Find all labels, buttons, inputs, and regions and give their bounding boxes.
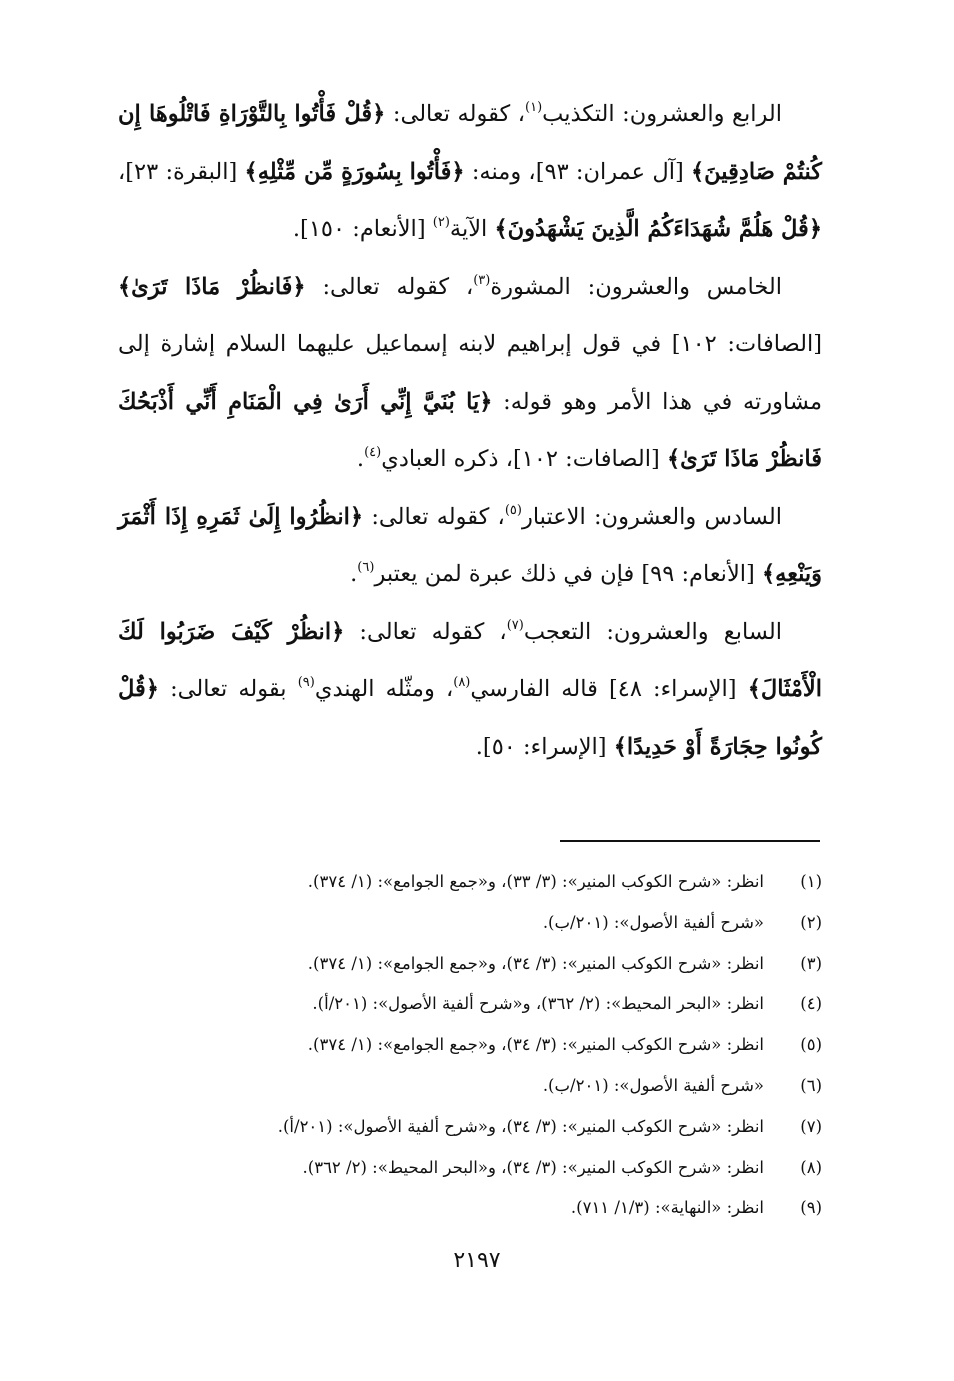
footnote-number: (٨) bbox=[800, 1157, 822, 1177]
footnote-ref: (٦) bbox=[357, 560, 375, 575]
footnote-text: «شرح ألفية الأصول»: (٢٠١/ب). bbox=[542, 1075, 764, 1095]
quran-quote: ﴿فَأْتُوا بِسُورَةٍ مِّن مِّثْلِهِ﴾ bbox=[244, 158, 465, 185]
text-run: [الأنعام: ١٥٠]. bbox=[292, 216, 433, 242]
footnote-ref: (٢) bbox=[432, 215, 450, 230]
text-run: الرابع والعشرون: التكذيب bbox=[542, 101, 782, 127]
quran-quote: ﴿يَا بُنَيَّ إِنِّي أَرَىٰ فِي الْمَنَامِ أَنِّي أَذْبَحُكَ فَانظُرْ مَاذَا تَرَىٰ﴾ bbox=[118, 388, 822, 472]
footnote-number: (٧) bbox=[800, 1116, 822, 1136]
footnote-text: انظر: «شرح الكوكب المنير»: (٣/ ٣٤)، و«جمع الجوامع»: (١/ ٣٧٤). bbox=[307, 1035, 764, 1055]
footnote-4 bbox=[150, 984, 822, 1025]
footnote-8 bbox=[150, 1148, 822, 1189]
paragraph-24 bbox=[118, 86, 822, 259]
footnote-text: انظر: «شرح الكوكب المنير»: (٣/ ٣٤)، و«جمع الجوامع»: (١/ ٣٧٤). bbox=[307, 953, 764, 973]
page-number: ٢١٩٧ bbox=[453, 1248, 501, 1273]
footnote-number: (٩) bbox=[800, 1198, 822, 1218]
text-run: السادس والعشرون: الاعتبار bbox=[521, 503, 783, 530]
text-run: السابع والعشرون: التعجب bbox=[523, 618, 782, 645]
footnote-number: (١) bbox=[800, 872, 822, 891]
text-run: [الصافات: ١٠٢] في قول إبراهيم لابنه إسماعيل عليهما السلام إشارة إلى مشاورته في هذا الأمر وهو قوله: bbox=[118, 331, 823, 415]
quran-quote: ﴿قُلْ فَأْتُوا بِالتَّوْرَاةِ فَاتْلُوهَا إِن كُنتُمْ صَادِقِينَ﴾ bbox=[118, 101, 822, 185]
footnote-text: انظر: «البحر المحيط»: (٢/ ٣٦٢)، و«شرح ألفية الأصول»: (٢٠١/أ). bbox=[312, 994, 764, 1014]
footnote-ref: (١) bbox=[525, 100, 543, 115]
footnote-separator bbox=[560, 840, 820, 842]
text-run: ، ومثّله الهندي bbox=[314, 676, 454, 702]
footnote-ref: (٨) bbox=[453, 675, 471, 690]
quran-quote: ﴿انظُرْ كَيْفَ ضَرَبُوا لَكَ الْأَمْثَالَ﴾ bbox=[118, 618, 822, 702]
footnote-9 bbox=[150, 1188, 822, 1229]
text-run: [البقرة: ٢٣]، bbox=[118, 158, 245, 185]
paragraph-26 bbox=[118, 489, 822, 604]
text-run: . bbox=[350, 561, 358, 587]
text-run: [الصافات: ١٠٢]، ذكره العبادي bbox=[381, 446, 667, 472]
paragraph-27 bbox=[118, 604, 822, 777]
footnote-text: انظر: «شرح الكوكب المنير»: (٣/ ٣٤)، و«شرح ألفية الأصول»: (٢٠١/أ). bbox=[277, 1116, 764, 1136]
text-run: [الإسراء: ٥٠]. bbox=[475, 733, 614, 760]
footnote-6 bbox=[150, 1066, 822, 1107]
footnotes bbox=[150, 862, 822, 1229]
footnote-1 bbox=[150, 862, 822, 903]
footnote-text: انظر: «النهاية»: (١/٣/ ٧١١). bbox=[570, 1198, 764, 1218]
main-text bbox=[118, 86, 822, 776]
footnote-number: (٥) bbox=[800, 1035, 822, 1055]
text-run: ، كقوله تعالى: bbox=[363, 503, 505, 530]
footnote-7 bbox=[150, 1107, 822, 1148]
footnote-ref: (٩) bbox=[297, 675, 315, 690]
footnote-number: (٣) bbox=[800, 953, 822, 973]
footnote-3 bbox=[150, 944, 822, 985]
text-run: الآية bbox=[449, 216, 495, 242]
text-run: . bbox=[356, 446, 365, 472]
quran-quote: ﴿فَانظُرْ مَاذَا تَرَىٰ﴾ bbox=[118, 273, 306, 300]
footnote-5 bbox=[150, 1025, 822, 1066]
footnote-number: (٤) bbox=[800, 994, 822, 1014]
text-run: ، كقوله تعالى: bbox=[385, 101, 525, 127]
text-run: [الإسراء: ٤٨] قاله الفارسي bbox=[470, 676, 748, 702]
footnote-ref: (٣) bbox=[473, 272, 491, 288]
footnote-number: (٦) bbox=[800, 1075, 822, 1095]
footnote-text: انظر: «شرح الكوكب المنير»: (٣/ ٣٤)، و«البحر المحيط»: (٢/ ٣٦٢). bbox=[302, 1157, 764, 1177]
footnote-ref: (٤) bbox=[364, 445, 382, 460]
footnote-2 bbox=[150, 903, 822, 944]
text-run: بقوله تعالى: bbox=[158, 676, 298, 702]
paragraph-25 bbox=[118, 259, 822, 489]
footnote-ref: (٧) bbox=[506, 617, 524, 633]
text-run: ، كقوله تعالى: bbox=[344, 618, 507, 645]
text-run: ، كقوله تعالى: bbox=[305, 273, 474, 300]
footnote-text: «شرح ألفية الأصول»: (٢٠١/ب). bbox=[542, 912, 764, 932]
text-run: [الأنعام: ٩٩] فإن في ذلك عبرة لمن يعتبر bbox=[374, 561, 762, 587]
footnote-number: (٢) bbox=[800, 912, 822, 932]
footnote-text: انظر: «شرح الكوكب المنير»: (٣/ ٣٣)، و«جمع الجوامع»: (١/ ٣٧٤). bbox=[307, 872, 764, 891]
quran-quote: ﴿قُلْ كُونُوا حِجَارَةً أَوْ حَدِيدًا﴾ bbox=[118, 676, 822, 760]
text-run: [آل عمران: ٩٣]، ومنه: bbox=[464, 158, 691, 185]
quran-quote: ﴿انظُرُوا إِلَىٰ ثَمَرِهِ إِذَا أَثْمَرَ وَيَنْعِهِ﴾ bbox=[118, 503, 822, 587]
text-run: الخامس والعشرون: المشورة bbox=[490, 273, 782, 300]
quran-quote: ﴿قُلْ هَلُمَّ شُهَدَاءَكُمُ الَّذِينَ يَشْهَدُونَ﴾ bbox=[494, 216, 822, 242]
footnote-ref: (٥) bbox=[504, 502, 522, 518]
